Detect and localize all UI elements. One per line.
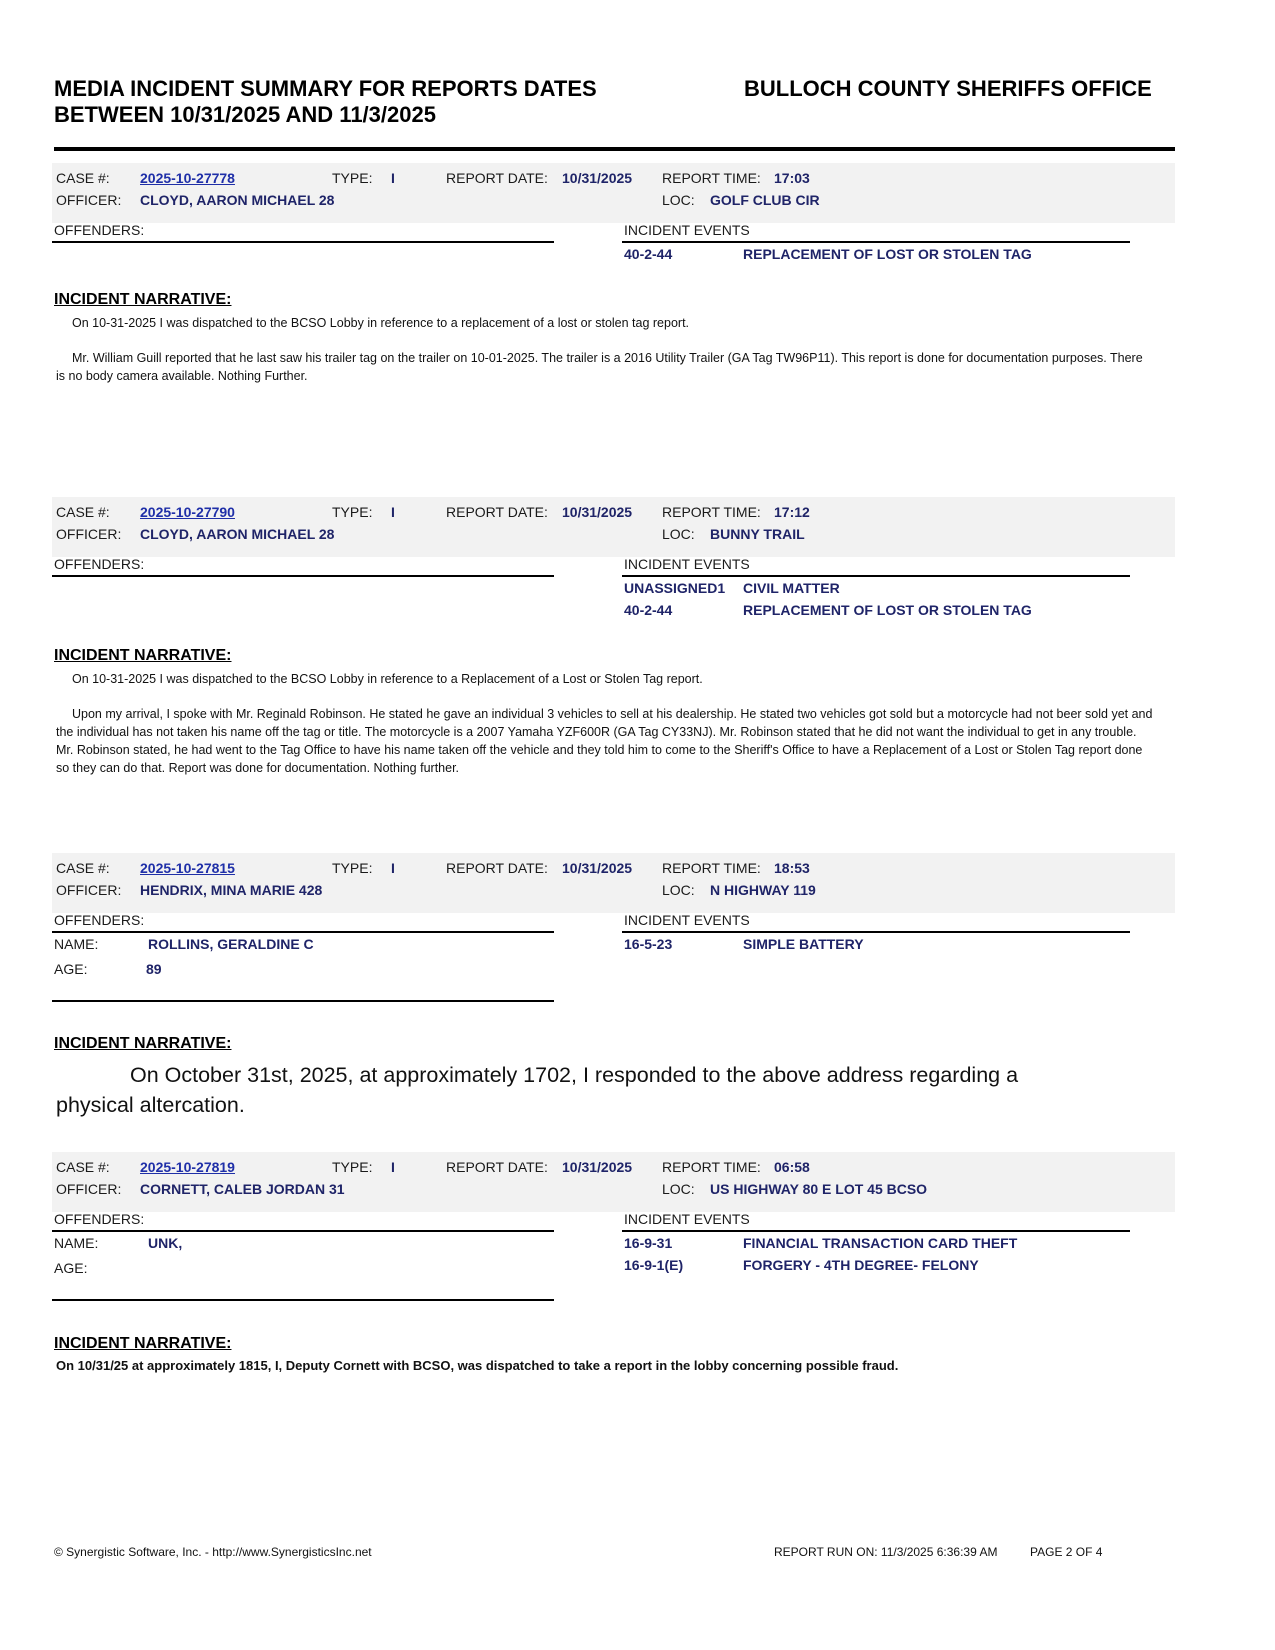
- report-title-line1: MEDIA INCIDENT SUMMARY FOR REPORTS DATES: [54, 76, 597, 101]
- offenders-bottom-rule: [52, 1299, 554, 1301]
- event-description: SIMPLE BATTERY: [743, 936, 864, 952]
- offenders-label: OFFENDERS:: [54, 912, 145, 928]
- narrative-paragraph: On 10-31-2025 I was dispatched to the BCSO Lobby in reference to a replacement of a lost or stolen tag report.: [72, 316, 690, 330]
- case-label: CASE #:: [56, 860, 110, 876]
- loc-value: US HIGHWAY 80 E LOT 45 BCSO: [710, 1181, 928, 1197]
- case-label: CASE #:: [56, 170, 110, 186]
- type-label: TYPE:: [332, 170, 373, 186]
- event-code: 40-2-44: [624, 246, 673, 262]
- officer-label: OFFICER:: [56, 1181, 122, 1197]
- report-date-label: REPORT DATE:: [446, 1159, 548, 1175]
- type-label: TYPE:: [332, 1159, 373, 1175]
- narrative-text: [56, 670, 1156, 777]
- type-value: I: [391, 170, 395, 186]
- offenders-label: OFFENDERS:: [54, 1211, 145, 1227]
- report-time-label: REPORT TIME:: [662, 860, 761, 876]
- report-time-label: REPORT TIME:: [662, 1159, 761, 1175]
- officer-label: OFFICER:: [56, 882, 122, 898]
- narrative-paragraph: On 10-31-2025 I was dispatched to the BCSO Lobby in reference to a Replacement of a Lost or Stolen Tag report.: [72, 672, 703, 686]
- offender-age-label: AGE:: [54, 1260, 88, 1276]
- offenders-label: OFFENDERS:: [54, 222, 145, 238]
- report-date-label: REPORT DATE:: [446, 170, 548, 186]
- narrative-heading: INCIDENT NARRATIVE:: [54, 1335, 232, 1352]
- report-time-label: REPORT TIME:: [662, 170, 761, 186]
- incident-events-label: INCIDENT EVENTS: [624, 1211, 750, 1227]
- narrative-heading: INCIDENT NARRATIVE:: [54, 291, 232, 308]
- events-rule: [622, 241, 1130, 243]
- agency-name: BULLOCH COUNTY SHERIFFS OFFICE: [744, 76, 1152, 101]
- offenders-bottom-rule: [52, 1000, 554, 1002]
- event-description: REPLACEMENT OF LOST OR STOLEN TAG: [743, 246, 1032, 262]
- incident-events-label: INCIDENT EVENTS: [624, 912, 750, 928]
- offenders-rule: [52, 575, 554, 577]
- loc-label: LOC:: [662, 1181, 695, 1197]
- officer-value: CORNETT, CALEB JORDAN 31: [140, 1181, 345, 1197]
- event-description: FORGERY - 4TH DEGREE- FELONY: [743, 1257, 979, 1273]
- narrative-text: [56, 314, 1146, 385]
- incident-events-label: INCIDENT EVENTS: [624, 556, 750, 572]
- report-date-value: 10/31/2025: [562, 860, 633, 876]
- event-code: 40-2-44: [624, 602, 673, 618]
- event-description: FINANCIAL TRANSACTION CARD THEFT: [743, 1235, 1018, 1251]
- loc-label: LOC:: [662, 882, 695, 898]
- narrative-heading: INCIDENT NARRATIVE:: [54, 1035, 232, 1052]
- case-number-link[interactable]: 2025-10-27815: [140, 860, 235, 876]
- event-description: CIVIL MATTER: [743, 580, 840, 596]
- report-date-label: REPORT DATE:: [446, 860, 548, 876]
- report-date-value: 10/31/2025: [562, 170, 633, 186]
- report-date-label: REPORT DATE:: [446, 504, 548, 520]
- events-rule: [622, 1230, 1130, 1232]
- incident-events-label: INCIDENT EVENTS: [624, 222, 750, 238]
- footer-page-number: PAGE 2 OF 4: [1030, 1545, 1103, 1559]
- offender-name-label: NAME:: [54, 1235, 99, 1251]
- event-code: 16-9-1(E): [624, 1257, 684, 1273]
- type-value: I: [391, 860, 395, 876]
- narrative-paragraph: Mr. William Guill reported that he last saw his trailer tag on the trailer on 10-01-2025. The trailer is a 2016 Utility Trailer (GA Tag TW96P11). This report is done for documentation purposes. There is no body camera available. Nothing Further.: [56, 351, 1143, 383]
- offenders-rule: [52, 1230, 554, 1232]
- offender-age-value: 89: [146, 961, 162, 977]
- narrative-text: [56, 1060, 1096, 1120]
- officer-value: HENDRIX, MINA MARIE 428: [140, 882, 323, 898]
- narrative-heading: INCIDENT NARRATIVE:: [54, 647, 232, 664]
- loc-value: GOLF CLUB CIR: [710, 192, 820, 208]
- officer-value: CLOYD, AARON MICHAEL 28: [140, 526, 335, 542]
- offender-name-value: ROLLINS, GERALDINE C: [148, 936, 314, 952]
- case-number-link[interactable]: 2025-10-27778: [140, 170, 235, 186]
- event-code: 16-5-23: [624, 936, 673, 952]
- report-time-value: 17:12: [774, 504, 810, 520]
- footer-run-on: REPORT RUN ON: 11/3/2025 6:36:39 AM: [774, 1545, 998, 1559]
- event-code: 16-9-31: [624, 1235, 673, 1251]
- case-label: CASE #:: [56, 504, 110, 520]
- narrative-text: [56, 1357, 1156, 1375]
- report-time-value: 18:53: [774, 860, 810, 876]
- offender-age-label: AGE:: [54, 961, 88, 977]
- report-date-value: 10/31/2025: [562, 504, 633, 520]
- offenders-label: OFFENDERS:: [54, 556, 145, 572]
- offenders-rule: [52, 241, 554, 243]
- loc-value: N HIGHWAY 119: [710, 882, 816, 898]
- loc-label: LOC:: [662, 192, 695, 208]
- case-number-link[interactable]: 2025-10-27819: [140, 1159, 235, 1175]
- case-label: CASE #:: [56, 1159, 110, 1175]
- narrative-paragraph: Upon my arrival, I spoke with Mr. Reginald Robinson. He stated he gave an individual 3 vehicles to sell at his dealership. He stated two vehicles got sold but a motorcycle had not beer sold yet and the individual has not taken his name off the tag or title. The motorcycle is a 2007 Yamaha YZF600R (GA Tag CY33NJ). Mr. Robinson stated that he did not want the individual to get in any trouble. Mr. Robinson stated, he had went to the Tag Office to have his name taken off the vehicle and they told him to come to the Sheriff's Office to have a Replacement of a Lost or Stolen Tag report done so they can do that. Report was done for documentation. Nothing further.: [56, 707, 1153, 775]
- type-value: I: [391, 1159, 395, 1175]
- officer-label: OFFICER:: [56, 526, 122, 542]
- offenders-rule: [52, 931, 554, 933]
- case-number-link[interactable]: 2025-10-27790: [140, 504, 235, 520]
- footer-copyright: © Synergistic Software, Inc. - http://www.SynergisticsInc.net: [54, 1545, 372, 1559]
- narrative-paragraph: On October 31st, 2025, at approximately 1702, I responded to the above address regarding a physical altercation.: [56, 1063, 1019, 1117]
- loc-value: BUNNY TRAIL: [710, 526, 805, 542]
- events-rule: [622, 575, 1130, 577]
- header-divider: [54, 147, 1175, 151]
- officer-label: OFFICER:: [56, 192, 122, 208]
- type-value: I: [391, 504, 395, 520]
- loc-label: LOC:: [662, 526, 695, 542]
- events-rule: [622, 931, 1130, 933]
- event-description: REPLACEMENT OF LOST OR STOLEN TAG: [743, 602, 1032, 618]
- narrative-paragraph: On 10/31/25 at approximately 1815, I, Deputy Cornett with BCSO, was dispatched to take a report in the lobby concerning possible fraud.: [56, 1358, 899, 1373]
- offender-name-label: NAME:: [54, 936, 99, 952]
- report-time-value: 17:03: [774, 170, 810, 186]
- report-title-line2: BETWEEN 10/31/2025 AND 11/3/2025: [54, 102, 436, 127]
- offender-name-value: UNK,: [148, 1235, 183, 1251]
- report-time-value: 06:58: [774, 1159, 810, 1175]
- officer-value: CLOYD, AARON MICHAEL 28: [140, 192, 335, 208]
- type-label: TYPE:: [332, 504, 373, 520]
- event-code: UNASSIGNED1: [624, 580, 726, 596]
- type-label: TYPE:: [332, 860, 373, 876]
- report-time-label: REPORT TIME:: [662, 504, 761, 520]
- report-date-value: 10/31/2025: [562, 1159, 633, 1175]
